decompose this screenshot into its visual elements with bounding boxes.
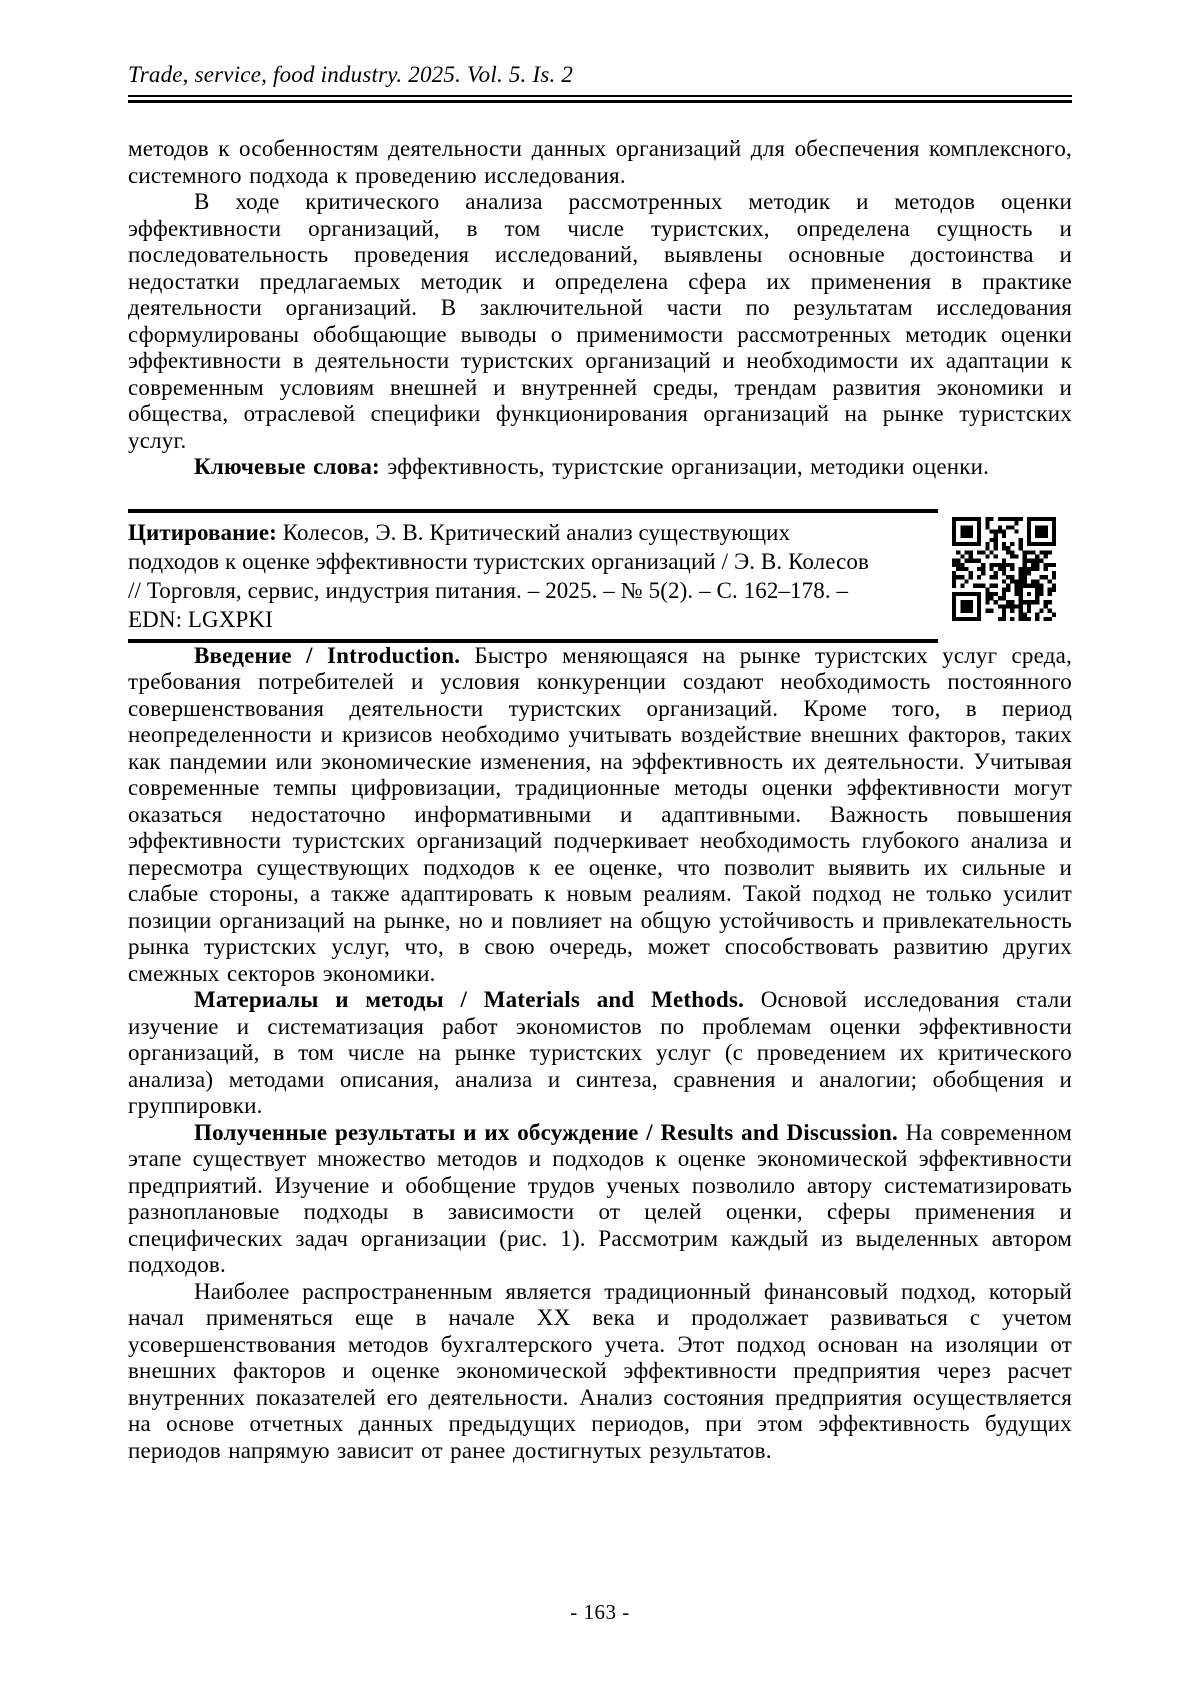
paragraph-abstract	[128, 189, 1072, 454]
citation-line: подходов к оценке эффективности туристских организаций / Э. В. Колесов	[128, 548, 869, 574]
paragraph-text: В ходе критического анализа рассмотренных методик и методов оценки эффективности организаций, в том числе туристских, определена сущность и последовательность проведения исследований, выявлены основные достоинства и недостатки предлагаемых методик и определена сфера их применения в практике деятельности организаций. В заключительной части по результатам исследования сформулированы обобщающие выводы о применимости рассмотренных методик оценки эффективности в деятельности туристских организаций и необходимости их адаптации к современным условиям внешней и внутренней среды, трендам развития экономики и общества, отраслевой специфики функционирования организаций на рынке туристских услуг.	[128, 189, 1072, 453]
citation-block	[128, 509, 1072, 643]
citation-label: Цитирование:	[128, 519, 277, 545]
citation-text	[128, 509, 938, 643]
section-results-discussion	[128, 1120, 1072, 1279]
keywords-label: Ключевые слова:	[194, 454, 380, 479]
keywords-text: эффективность, туристские организации, методики оценки.	[379, 454, 990, 479]
page-number: - 163 -	[570, 1600, 630, 1624]
section-lead: Полученные результаты и их обсуждение / Results and Discussion.	[194, 1119, 898, 1145]
citation-line	[128, 518, 938, 547]
section-lead: Материалы и методы / Materials and Methods.	[194, 987, 745, 1012]
section-text: Основой исследования стали изучение и систематизация работ экономистов по проблемам оценки эффективности организаций, в том числе на рынке туристских услуг (с проведением их критического анализа) методами описания, анализа и синтеза, сравнения и аналогии; обобщения и группировки.	[128, 987, 1072, 1118]
paragraph-continuation	[128, 136, 1072, 189]
paragraph-financial-approach	[128, 1279, 1072, 1465]
citation-line: EDN: LGXPKI	[128, 606, 273, 632]
section-text: На современном этапе существует множество методов и подходов к оценке экономической эффективности предприятий. Изучение и обобщение трудов ученых позволило автору систематизировать разноплановые подходы в зависимости от целей оценки, сферы применения и специфических задач организации (рис. 1). Рассмотрим каждый из выделенных автором подходов.	[128, 1119, 1072, 1277]
section-materials-methods	[128, 987, 1072, 1120]
article-body	[128, 136, 1072, 1464]
journal-header-line: Trade, service, food industry. 2025. Vol. 5. Is. 2	[128, 62, 574, 87]
header-rule	[128, 95, 1072, 103]
section-text: Наиболее распространенным является традиционный финансовый подход, который начал применяться еще в начале XX века и продолжает развиваться с учетом усовершенствования методов бухгалтерского учета. Этот подход основан на изоляции от внешних факторов и оценке экономической эффективности предприятия через расчет внутренних показателей его деятельности. Анализ состояния предприятия осуществляется на основе отчетных данных предыдущих периодов, при этом эффективность будущих периодов напрямую зависит от ранее достигнутых результатов.	[128, 1278, 1072, 1463]
citation-line: // Торговля, сервис, индустрия питания. – 2025. – № 5(2). – С. 162–178. –	[128, 577, 849, 603]
citation-line-text: Колесов, Э. В. Критический анализ существующих	[276, 519, 791, 545]
qr-code-icon	[952, 517, 1056, 621]
section-text: Быстро меняющаяся на рынке туристских услуг среда, требования потребителей и условия конкуренции создают необходимость постоянного совершенствования деятельности туристских организаций. Кроме того, в период неопределенности и кризисов необходимо учитывать воздействие внешних факторов, таких как пандемии или экономические изменения, на эффективность их деятельности. Учитывая современные темпы цифровизации, традиционные методы оценки эффективности могут оказаться недостаточно информативными и адаптивными. Важность повышения эффективности туристских организаций подчеркивает необходимость глубокого анализа и пересмотра существующих подходов к ее оценке, что позволит выявить их сильные и слабые стороны, а также адаптировать к новым реалиям. Такой подход не только усилит позиции организаций на рынке, но и повлияет на общую устойчивость и привлекательность рынка туристских услуг, что, в свою очередь, может способствовать развитию других смежных секторов экономики.	[128, 642, 1072, 986]
keywords-line	[128, 454, 1072, 481]
paragraph-text: методов к особенностям деятельности данных организаций для обеспечения комплексного, системного подхода к проведению исследования.	[128, 136, 1072, 188]
section-introduction	[128, 643, 1072, 988]
section-lead: Введение / Introduction.	[194, 642, 461, 668]
page-header	[128, 62, 1072, 103]
